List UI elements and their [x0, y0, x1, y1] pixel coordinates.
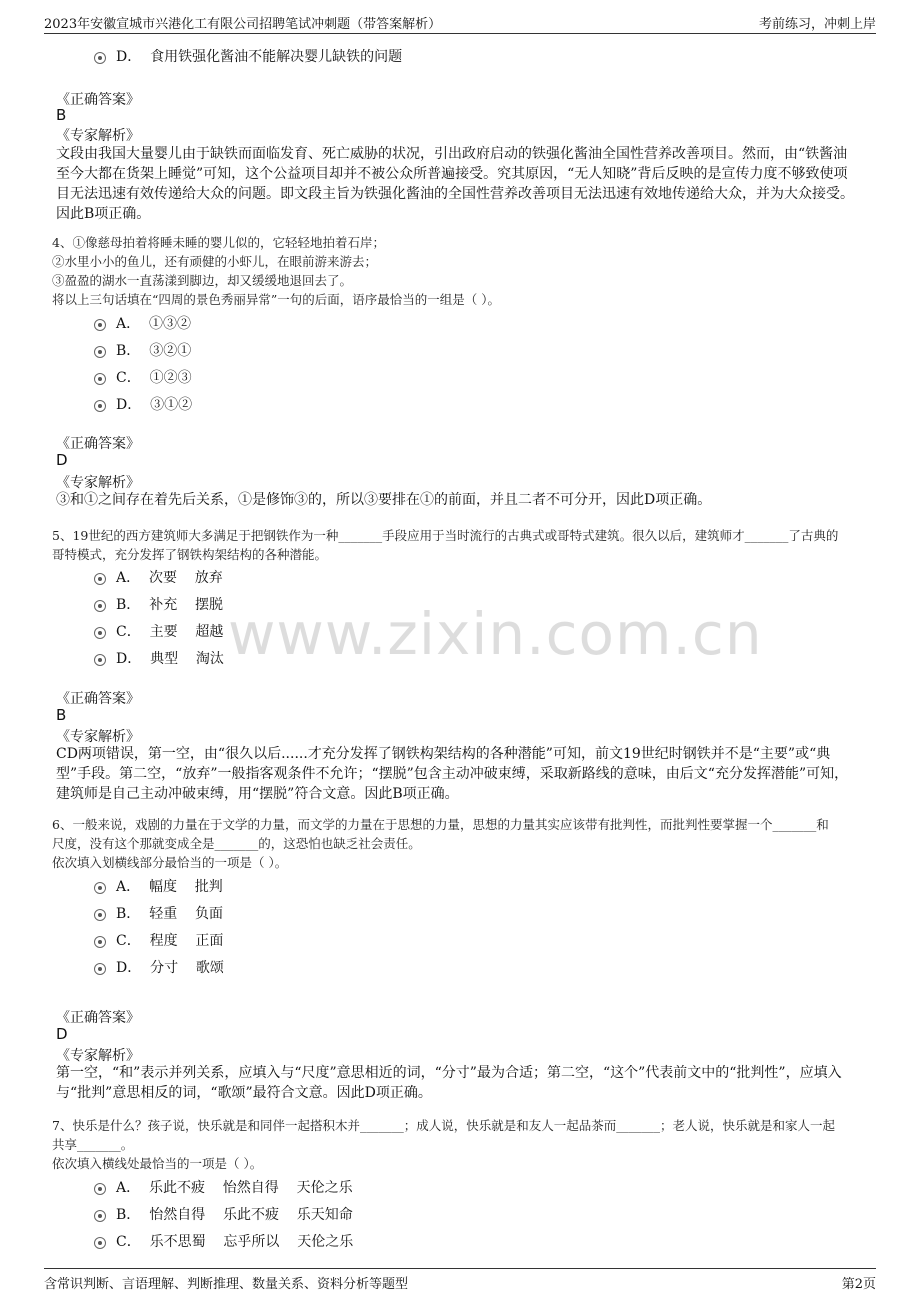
- analysis-text: 文段由我国大量婴儿由于缺铁而面临发育、死亡威胁的状况，引出政府启动的铁强化酱油全国性营养改善项目。然而，由“铁酱油至今大都在货架上睡觉”可知，这个公益项目却并不被公众所普遍接受。究其原因，“无人知晓”背后反映的是宣传力度不够致使项目无法迅速有效传递给大众的问题。即文段主旨为铁强化酱油的全国性营养改善项目无法迅速有效地传递给大众，并为大众接受。因此B项正确。: [56, 146, 854, 222]
- question-line: 哥特模式，充分发挥了钢铁构架结构的各种潜能。: [52, 547, 328, 562]
- page-footer: [44, 1268, 876, 1292]
- analysis-text: ③和①之间存在着先后关系，①是修饰③的，所以③要排在①的前面，并且二者不可分开，因此D项正确。: [56, 492, 712, 508]
- option-q5-c[interactable]: C． 主要 超越: [94, 620, 103, 642]
- option-q6-d[interactable]: D． 分寸 歌颂: [94, 956, 103, 978]
- question-line: 尺度，没有这个那就变成全是_______的，这恐怕也缺乏社会责任。: [52, 836, 421, 851]
- radio-button-icon[interactable]: [94, 1183, 106, 1195]
- radio-button-icon[interactable]: [94, 627, 106, 639]
- footer-description: 含常识判断、言语理解、判断推理、数量关系、资料分析等题型: [44, 1277, 409, 1292]
- header-slogan: 考前练习，冲刺上岸: [758, 17, 876, 32]
- option-q4-a[interactable]: A． ①③②: [94, 312, 103, 334]
- document-title: 2023年安徽宣城市兴港化工有限公司招聘笔试冲刺题（带答案解析）: [44, 17, 442, 32]
- answer-value: B: [56, 706, 67, 724]
- answer-title: 《正确答案》: [56, 691, 140, 707]
- question-line: 将以上三句话填在“四周的景色秀丽异常”一句的后面，语序最恰当的一组是（ ）。: [52, 292, 501, 307]
- radio-button-icon[interactable]: [94, 963, 106, 975]
- question-line: 5、19世纪的西方建筑师大多满足于把钢铁作为一种_______手段应用于当时流行的古典式或哥特式建筑。很久以后，建筑师才_______了古典的: [52, 528, 839, 543]
- question-line: 6、一般来说，戏剧的力量在于文学的力量，而文学的力量在于思想的力量，思想的力量其实应该带有批判性，而批判性要掌握一个_______和: [52, 817, 829, 832]
- question-line: ②水里小小的鱼儿，还有顽健的小虾儿，在眼前游来游去；: [52, 254, 378, 269]
- radio-button-icon[interactable]: [94, 909, 106, 921]
- analysis-text: 第一空，“和”表示并列关系，应填入与“尺度”意思相近的词，“分寸”最为合适；第二空，“这个”代表前文中的“批判性”，应填入与“批判”意思相反的词，“歌颂”最符合文意。因此D项正确。: [56, 1065, 842, 1101]
- option-q7-c[interactable]: C． 乐不思蜀 忘乎所以 天伦之乐: [94, 1230, 103, 1252]
- analysis-title: 《专家解析》: [56, 128, 140, 144]
- question-line: 依次填入横线处最恰当的一项是（ ）。: [52, 1156, 263, 1171]
- radio-button-icon[interactable]: [94, 936, 106, 948]
- question-line: 7、快乐是什么？孩子说，快乐就是和同伴一起搭积木并_______；成人说，快乐就是和友人一起品茶而_______；老人说，快乐就是和家人一起: [52, 1118, 835, 1133]
- watermark: www.zixin.com.cn: [228, 600, 763, 668]
- radio-button-icon[interactable]: [94, 1210, 106, 1222]
- answer-title: 《正确答案》: [56, 92, 140, 108]
- analysis-text: CD两项错误，第一空，由“很久以后......才充分发挥了钢铁构架结构的各种潜能”可知，前文19世纪时钢铁并不是“主要”或“典型”手段。第二空，“放弃”一般指客观条件不允许；“摆脱”包含主动冲破束缚，采取新路线的意味，由后文“充分发挥潜能”可知，建筑师是自己主动冲破束缚，用“摆脱”符合文意。因此B项正确。: [56, 746, 849, 802]
- option-q6-a[interactable]: A． 幅度 批判: [94, 875, 103, 897]
- option-q6-b[interactable]: B． 轻重 负面: [94, 902, 103, 924]
- question-line: 4、①像慈母拍着将睡未睡的婴儿似的，它轻轻地拍着石岸；: [52, 235, 385, 250]
- radio-button-icon[interactable]: [94, 1237, 106, 1249]
- radio-button-icon[interactable]: [94, 400, 106, 412]
- answer-title: 《正确答案》: [56, 436, 140, 452]
- analysis-title: 《专家解析》: [56, 1048, 140, 1064]
- radio-button-icon[interactable]: [94, 52, 106, 64]
- question-line: 依次填入划横线部分最恰当的一项是（ ）。: [52, 855, 288, 870]
- radio-button-icon[interactable]: [94, 319, 106, 331]
- analysis-title: 《专家解析》: [56, 475, 140, 491]
- page-header: [44, 10, 876, 34]
- option-q7-b[interactable]: B． 怡然自得 乐此不疲 乐天知命: [94, 1203, 103, 1225]
- analysis-title: 《专家解析》: [56, 729, 140, 745]
- option-q3-d[interactable]: D． 食用铁强化酱油不能解决婴儿缺铁的问题: [94, 45, 103, 67]
- answer-value: B: [56, 106, 67, 124]
- radio-button-icon[interactable]: [94, 654, 106, 666]
- option-q7-a[interactable]: A． 乐此不疲 怡然自得 天伦之乐: [94, 1176, 103, 1198]
- radio-button-icon[interactable]: [94, 373, 106, 385]
- radio-button-icon[interactable]: [94, 600, 106, 612]
- answer-value: D: [56, 1025, 68, 1043]
- question-line: 共享_______。: [52, 1137, 134, 1152]
- question-line: ③盈盈的湖水一直荡漾到脚边，却又缓缓地退回去了。: [52, 273, 353, 288]
- page-number: 第2页: [841, 1277, 876, 1292]
- radio-button-icon[interactable]: [94, 346, 106, 358]
- option-q4-b[interactable]: B． ③②①: [94, 339, 103, 361]
- option-q5-b[interactable]: B． 补充 摆脱: [94, 593, 103, 615]
- radio-button-icon[interactable]: [94, 882, 106, 894]
- answer-title: 《正确答案》: [56, 1010, 140, 1026]
- option-q4-c[interactable]: C． ①②③: [94, 366, 103, 388]
- option-q5-a[interactable]: A． 次要 放弃: [94, 566, 103, 588]
- option-q5-d[interactable]: D． 典型 淘汰: [94, 647, 103, 669]
- option-q6-c[interactable]: C． 程度 正面: [94, 929, 103, 951]
- answer-value: D: [56, 451, 68, 469]
- radio-button-icon[interactable]: [94, 573, 106, 585]
- option-q4-d[interactable]: D． ③①②: [94, 393, 103, 415]
